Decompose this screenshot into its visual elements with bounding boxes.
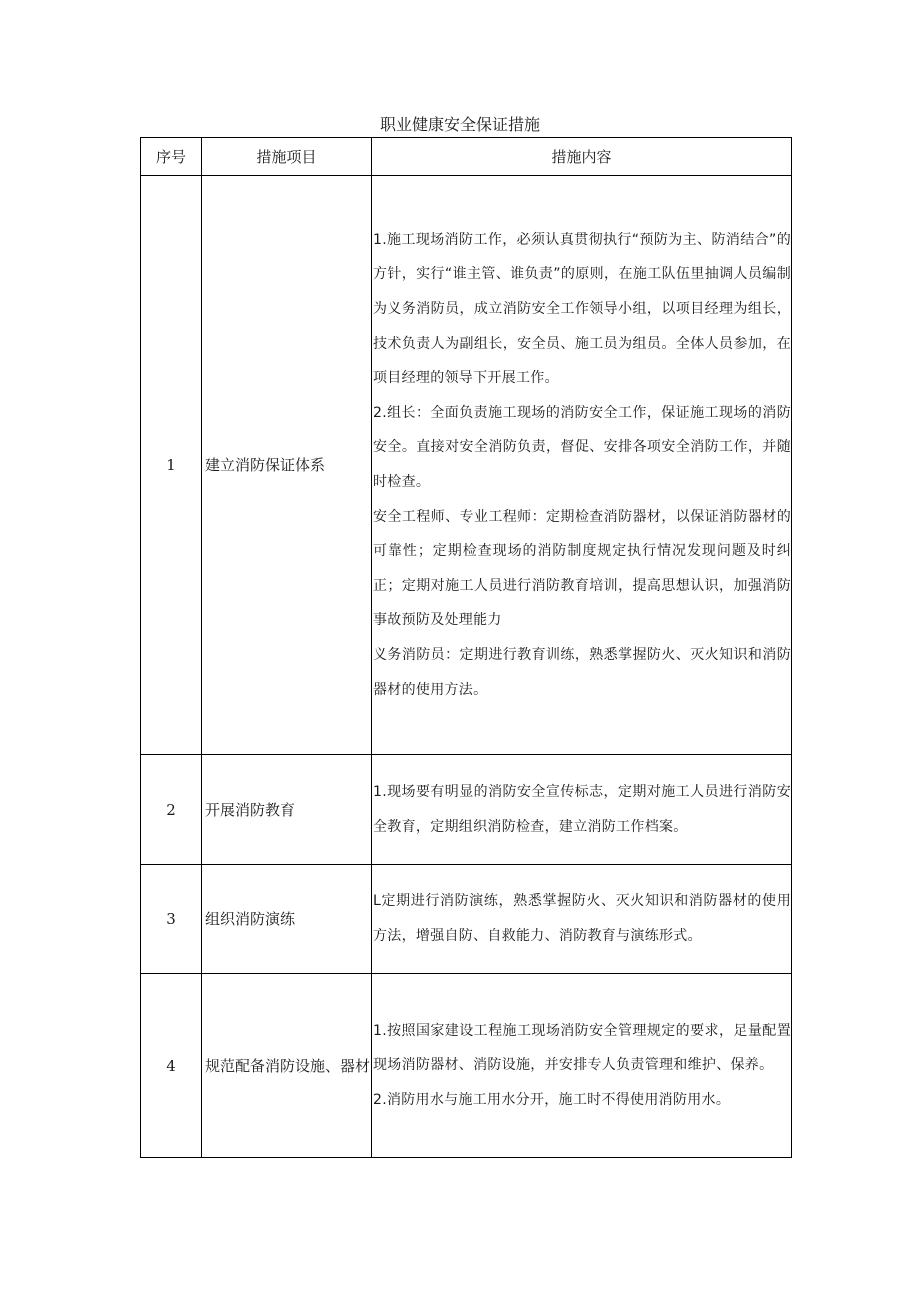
- table-row: [141, 974, 792, 1158]
- content-paragraph: 2.消防用水与施工用水分开，施工时不得使用消防用水。: [373, 1091, 731, 1108]
- row-seq: 3: [141, 865, 202, 974]
- row-item: 组织消防演练: [202, 865, 372, 974]
- table-row: [141, 865, 792, 974]
- row-seq: 4: [141, 974, 202, 1158]
- row-content: [372, 755, 792, 865]
- header-seq: 序号: [141, 138, 202, 176]
- row-content: [372, 865, 792, 974]
- row-seq: 1: [141, 176, 202, 755]
- table-row: [141, 176, 792, 755]
- document-title: 职业健康安全保证措施: [379, 115, 540, 134]
- table-row: [141, 755, 792, 865]
- measures-table: [140, 137, 792, 1158]
- content-paragraph: 1.现场要有明显的消防安全宣传标志，定期对施工人员进行消防安全教育，定期组织消防检查，建立消防工作档案。: [373, 783, 791, 835]
- header-item: 措施项目: [202, 138, 372, 176]
- row-content: [372, 176, 792, 755]
- row-item: 开展消防教育: [202, 755, 372, 865]
- header-content: 措施内容: [372, 138, 792, 176]
- content-paragraph: 1.施工现场消防工作，必须认真贯彻执行“预防为主、防消结合”的方针，实行“谁主管、谁负责”的原则，在施工队伍里抽调人员编制为义务消防员，成立消防安全工作领导小组，以项目经理为组长，技术负责人为副组长，安全员、施工员为组员。全体人员参加，在项目经理的领导下开展工作。: [373, 231, 791, 387]
- row-content: [372, 974, 792, 1158]
- row-item: 规范配备消防设施、器材: [202, 974, 372, 1158]
- content-paragraph: L定期进行消防演练，熟悉掌握防火、灭火知识和消防器材的使用方法，增强自防、自救能力、消防教育与演练形式。: [373, 893, 791, 944]
- table-header-row: [141, 138, 792, 176]
- content-paragraph: 义务消防员：定期进行教育训练，熟悉掌握防火、灭火知识和消防器材的使用方法。: [373, 646, 791, 698]
- content-paragraph: 安全工程师、专业工程师：定期检查消防器材，以保证消防器材的可靠性；定期检查现场的消防制度规定执行情况发现问题及时纠正；定期对施工人员进行消防教育培训，提高思想认识，加强消防事故预防及处理能力: [373, 508, 791, 629]
- row-item: 建立消防保证体系: [202, 176, 372, 755]
- content-paragraph: 2.组长：全面负责施工现场的消防安全工作，保证施工现场的消防安全。直接对安全消防负责，督促、安排各项安全消防工作，并随时检查。: [373, 404, 791, 490]
- row-seq: 2: [141, 755, 202, 865]
- content-paragraph: 1.按照国家建设工程施工现场消防安全管理规定的要求，足量配置现场消防器材、消防设施，并安排专人负责管理和维护、保养。: [373, 1022, 791, 1074]
